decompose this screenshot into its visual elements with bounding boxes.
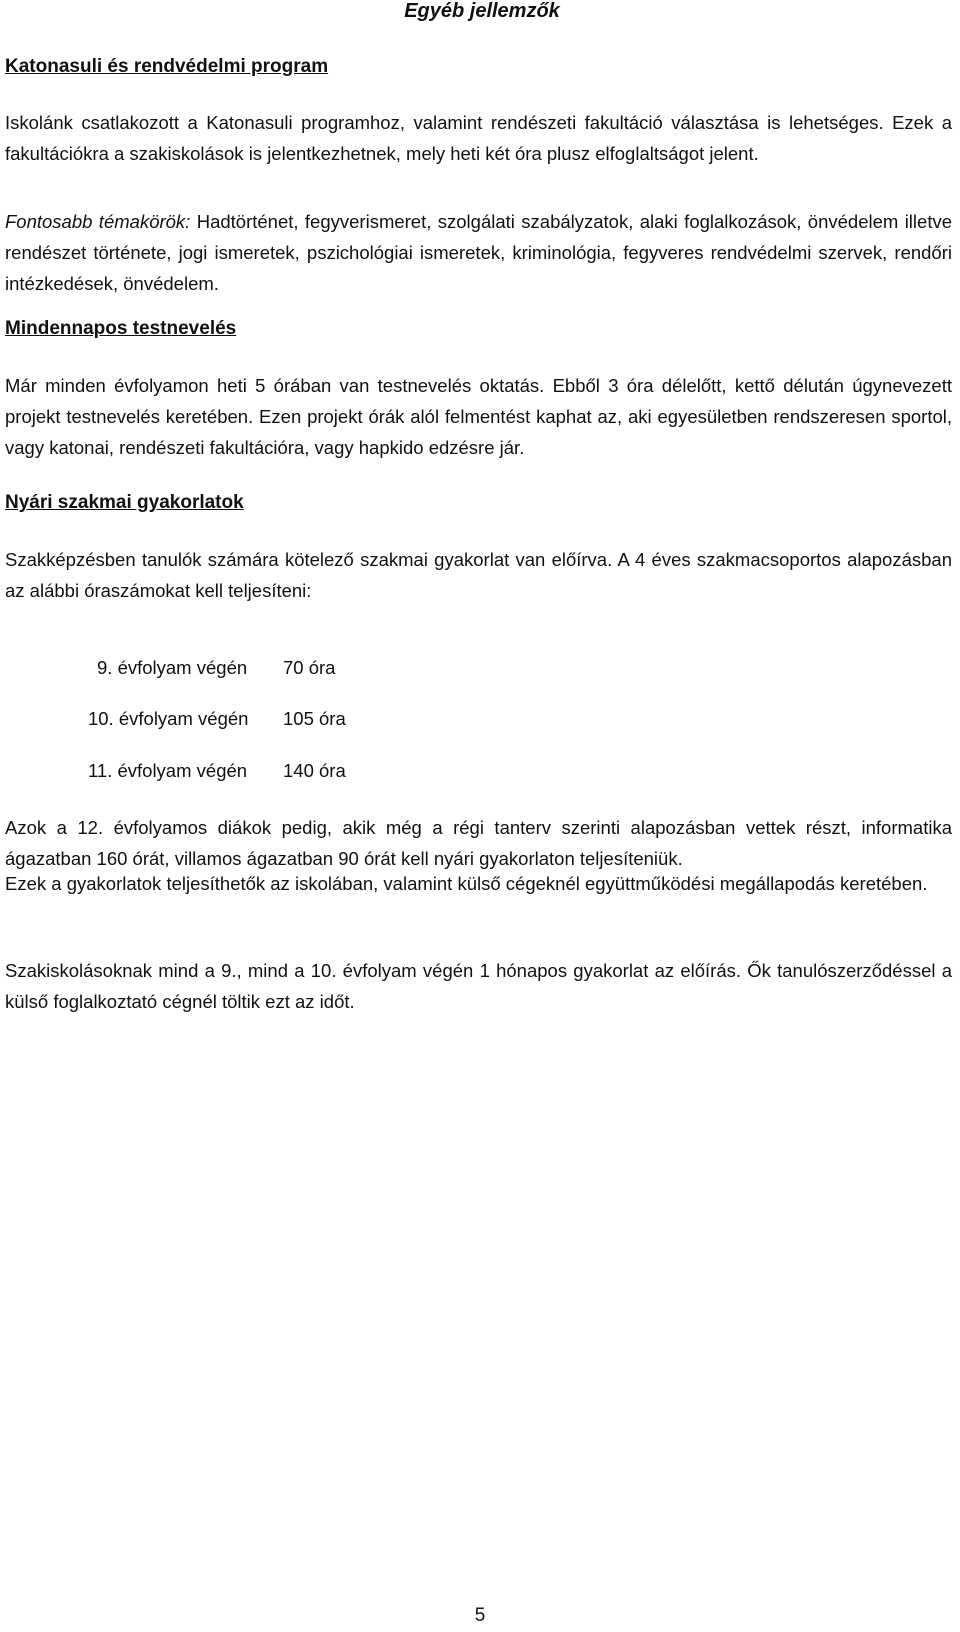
hours-row: [88, 759, 346, 783]
paragraph-testneveles: Már minden évfolyamon heti 5 órában van testnevelés oktatás. Ebből 3 óra délelőtt, kettő délután úgynevezett projekt testnevelés keretében. Ezen projekt órák alól felmentést kaphat az, aki egyesületben rendszeresen sportol, vagy katonai, rendészeti fakultációra, vagy hapkido edzésre jár.: [5, 375, 952, 458]
section-heading-nyari-gyakorlat: Nyári szakmai gyakorlatok: [5, 492, 244, 513]
page-title: Egyéb jellemzők: [404, 0, 560, 22]
hours-grade: 9. évfolyam végén: [97, 657, 248, 678]
paragraph-gyakorlat-intro: Szakképzésben tanulók számára kötelező szakmai gyakorlat van előírva. A 4 éves szakmacsoportos alapozásban az alábbi óraszámokat kell teljesíteni:: [5, 549, 952, 601]
page-number: 5: [474, 1605, 486, 1626]
topics-list: Hadtörténet, fegyverismeret, szolgálati szabályzatok, alaki foglalkozások, önvédelem illetve rendészet története, jogi ismeretek, pszichológiai ismeretek, kriminológia, fegyveres rendvédelmi szervek, rendőri intézkedések, önvédelem.: [5, 211, 952, 294]
paragraph-katonasuli-intro: Iskolánk csatlakozott a Katonasuli programhoz, valamint rendészeti fakultáció választása is lehetséges. Ezek a fakultációkra a szakiskolások is jelentkezhetnek, mely heti két óra plusz elfoglaltságot jelent.: [5, 112, 952, 164]
topics-lead: Fontosabb témakörök:: [5, 211, 191, 232]
hours-value: 70 óra: [283, 657, 336, 678]
hours-grade: 10. évfolyam végén: [88, 708, 249, 729]
paragraph-topics: [5, 206, 952, 299]
hours-value: 105 óra: [283, 708, 346, 729]
paragraph-grade12: Azok a 12. évfolyamos diákok pedig, akik még a régi tanterv szerinti alapozásban vettek részt, informatika ágazatban 160 órát, villamos ágazatban 90 órát kell nyári gyakorlaton teljesíteniük.: [5, 817, 952, 869]
hours-row: [88, 656, 335, 680]
paragraph-places: Ezek a gyakorlatok teljesíthetők az iskolában, valamint külső cégeknél együttműködési megállapodás keretében.: [5, 873, 928, 894]
section-heading-katonasuli: Katonasuli és rendvédelmi program: [5, 56, 329, 77]
hours-value: 140 óra: [283, 760, 346, 781]
hours-grade: 11. évfolyam végén: [88, 760, 248, 781]
section-heading-testneveles: Mindennapos testnevelés: [5, 318, 237, 339]
hours-row: [88, 707, 346, 731]
paragraph-vocational: Szakiskolásoknak mind a 9., mind a 10. évfolyam végén 1 hónapos gyakorlat az előírás. Ők tanulószerződéssel a külső foglalkoztató cégnél töltik ezt az időt.: [5, 960, 952, 1012]
